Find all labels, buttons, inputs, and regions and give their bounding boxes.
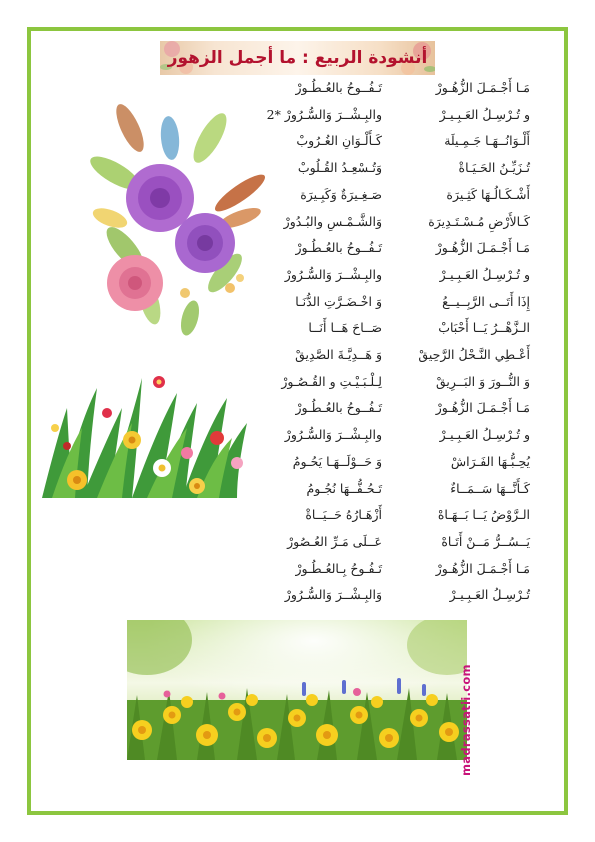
page-title: أنشودة الربيع : ما أجمل الزهور [167,48,428,68]
poem-line-first-half: يُحِـبُّـهَا الفَـرَاشْ [450,453,530,469]
poem-line-first-half: مَـا أَجْـمَـلَ الزُّهُـورْ [435,400,530,416]
poem-line-second-half: وَالشَّـمْـسِ والبُـدُورْ [283,213,382,229]
poem-line-first-half: أَشْـكَـالُـهَا كَثِـيرَة [446,186,530,202]
poem-line [258,160,530,184]
flower-meadow-illustration [37,368,252,498]
poem-line-first-half: مَـا أَجْـمَـلَ الزُّهُـورْ [435,80,530,95]
poem-line-first-half: تُـزَيِّـنُ الحَـيَـاةْ [458,160,530,176]
title-banner [160,41,435,75]
poem-line-first-half: أَلْـوَانُــهَـا جَـمِـيلَة [444,133,530,149]
poem-line [258,187,530,211]
poem-line-second-half: والبِـشْــرَ وَالسُّـرُورْ *2 [266,106,382,122]
poem-line [258,507,530,531]
poem-line [258,561,530,585]
poem-line-first-half: و تُـرْسِـلُ العَـبِـيـرْ [439,106,530,122]
poem-line [258,214,530,238]
poem-line-second-half: تَـفُــوحُ بالعُـطُـورْ [295,240,382,256]
poem-line-second-half: تَـفُـوحُ بِـالعُـطُـورْ [295,560,382,576]
poem-line-first-half: يَــسُــرُّ مَــنْ أَتَـاهْ [441,533,530,549]
poem-line-first-half: مَـا أَجْـمَـلَ الزُّهُـورْ [435,560,530,576]
poem-line-second-half: وَالبِـشْــرَ وَالسُّـرُورْ [284,587,382,603]
poem-line-first-half: إِذَا أَتَــى الرَّبِــيــعُ [442,293,530,309]
poem-line-second-half: تَـفُــوحُ بالعُـطُـورْ [295,400,382,416]
poem-line-second-half: وَ اخْـضَـرَّتِ الدُّنَـا [295,293,382,309]
poem-line [258,267,530,291]
poem-line-second-half: والبِـشْــرَ وَالسُّـرُورْ [284,427,382,443]
poem-line-second-half: تَـحُـفُّــهَا نُجُـومُ [306,480,382,496]
poem-line-first-half: كَـالأَرْضِ مُـسْـتَـدِيرَة [428,213,530,229]
poem-line-second-half: أَزْهَـارُهُ حَــيَــاةْ [305,507,382,523]
poem-line [258,133,530,157]
poem-line-first-half: و تُـرْسِـلُ العَـبِـيـرْ [439,427,530,443]
poem-line-first-half: تُـرْسِـلُ العَـبِـيـرْ [449,587,530,603]
poem-line [258,80,530,104]
poem-line-first-half: مَـا أَجْـمَـلَ الزُّهُـورْ [435,240,530,256]
poem-line-second-half: لِـلْـبَـيْـتِ و القُـصُـورْ [281,373,382,389]
flower-bouquet-illustration [90,98,265,338]
poem-line-second-half: صَـغِـيرَةٌ وَكَبِـيرَة [300,186,382,202]
poem-line-second-half: وَتُـسْعِـدُ القُـلُوبْ [297,160,382,176]
poem-line-second-half: وَ هَــدِيَّـةَ الصَّدِيقْ [295,347,382,362]
poem-line-first-half: كَـأَنَّــهَا سَــمَــاءٌ [450,480,530,496]
poem-line-second-half: كَـأَلْـوَانِ الغُـرُوبْ [296,133,382,149]
poem-line [258,347,530,371]
poem-line-second-half: والبِـشْــرَ وَالسُّـرُورْ [284,266,382,282]
poem-line-second-half: صَــاحَ هَــا أَنَــا [308,320,382,336]
poem-line [258,454,530,478]
poem-line-second-half: وَ حَــوْلَــهَـا يَحُـومُ [292,453,382,469]
poem-line-first-half: الـزَّهْــرُ يَــا أَحْبَابْ [438,320,530,336]
poem-line [258,481,530,505]
poem-line [258,587,530,611]
daffodil-field-photo [127,620,467,760]
poem-line [258,107,530,131]
poem-line [258,534,530,558]
poem-line [258,320,530,344]
poem-line [258,374,530,398]
site-watermark: madrassatii.com [459,664,473,776]
poem-line [258,240,530,264]
poem-line [258,400,530,424]
poem-line-second-half: عَــلَى مَـرِّ العُـصُورْ [287,533,382,549]
poem-line [258,294,530,318]
poem-line-first-half: أَعْـطِي النَّـحْلُ الرَّحِيقْ [418,347,530,362]
poem-line-first-half: وَ النُّــورَ وَ البَــرِيقْ [435,373,530,389]
poem-line [258,427,530,451]
poem-line-first-half: الـرَّوْضُ يَــا بَــهَـاهْ [437,507,530,523]
poem-line-second-half: تَـفُــوحُ بالعُـطُـورْ [295,80,382,95]
poem-line-first-half: و تُـرْسِـلُ العَـبِـيـرْ [439,266,530,282]
